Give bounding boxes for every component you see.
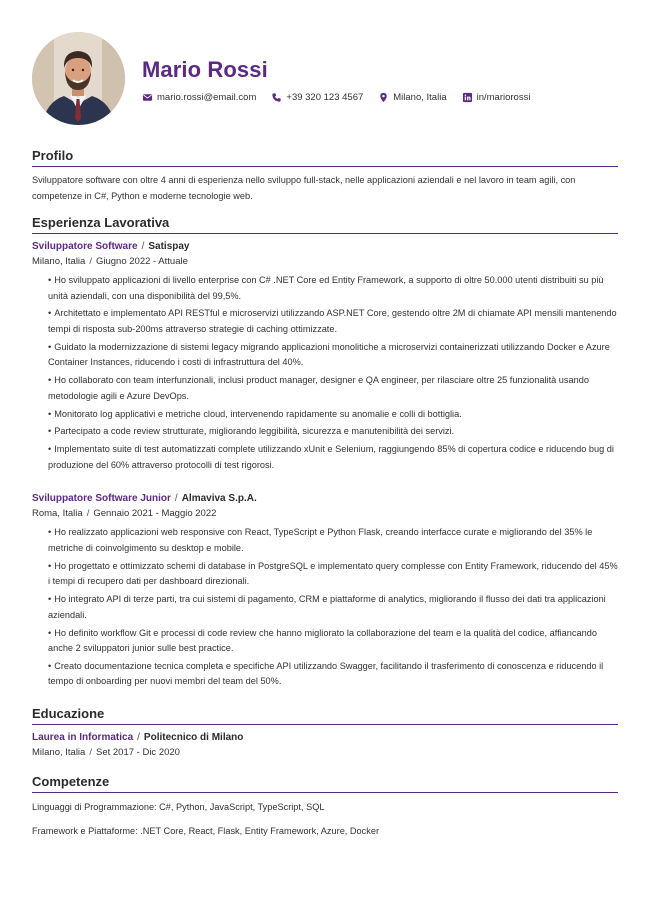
list-item: • Architettato e implementato API RESTful e microservizi utilizzando ASP.NET Core, gestendo oltre 2M di chiamate API mensili mantenendo tempi di risposta sub-200ms attraverso strategie di caching ottimizzate. xyxy=(48,308,617,334)
skill-line: Linguaggi di Programmazione: C#, Python, JavaScript, TypeScript, SQL xyxy=(32,801,325,812)
job-role: Sviluppatore Software xyxy=(32,241,138,252)
job-heading: Sviluppatore Software / Satispay xyxy=(32,241,190,252)
contact-email[interactable] xyxy=(142,92,256,103)
email-text: mario.rossi@email.com xyxy=(157,91,257,103)
list-item: • Partecipato a code review strutturate, migliorando leggibilità, sicurezza e manutenibilità dei servizi. xyxy=(48,426,455,437)
job-meta: Milano, Italia / Giugno 2022 - Attuale xyxy=(32,256,188,267)
job-company: Satispay xyxy=(148,241,190,252)
education-entry xyxy=(32,730,618,760)
contact-phone[interactable] xyxy=(271,92,363,103)
job-location: Roma, Italia xyxy=(32,508,83,520)
experience-title: Esperienza Lavorativa xyxy=(32,215,618,234)
school: Politecnico di Milano xyxy=(143,731,244,743)
linkedin-text: in/mariorossi xyxy=(476,91,531,103)
education-location: Milano, Italia xyxy=(32,746,86,758)
list-item: • Ho sviluppato applicazioni di livello enterprise con C# .NET Core ed Entity Framework, a supporto di oltre 50.000 utenti distribuiti su più unità aziendali, con una disponibilità del 99,5%. xyxy=(48,275,604,301)
resume-header xyxy=(32,32,618,125)
job-entry xyxy=(32,491,618,690)
location-pin-icon xyxy=(378,92,389,103)
education-section xyxy=(32,706,618,760)
degree: Laurea in Informatica xyxy=(32,731,134,743)
job-location: Milano, Italia xyxy=(32,256,86,267)
job-dates: Giugno 2022 - Attuale xyxy=(95,256,188,267)
list-item: • Creato documentazione tecnica completa e specifiche API utilizzando Swagger, facilitando il trasferimento di conoscenza e riducendo il tempo di onboarding per nuovi membri del team del 50%. xyxy=(48,660,604,687)
list-item: • Ho realizzato applicazioni web responsive con React, TypeScript e Python Flask, creando interfacce curate e migliorando del 35% le metriche di coinvolgimento su desktop e mobile. xyxy=(48,527,593,553)
education-title: Educazione xyxy=(32,706,618,725)
skills-title: Competenze xyxy=(32,774,618,793)
phone-text: +39 320 123 4567 xyxy=(286,91,364,103)
skill-line: Framework e Piattaforme: .NET Core, React, Flask, Entity Framework, Azure, Docker xyxy=(32,825,380,836)
list-item: • Ho definito workflow Git e processi di code review che hanno migliorato la collaborazione del team e la qualità del codice, affiancando anche 2 sviluppatori junior sulle best practice. xyxy=(48,627,597,654)
full-name: Mario Rossi xyxy=(142,56,268,82)
education-meta: Milano, Italia / Set 2017 - Dic 2020 xyxy=(32,746,180,758)
contact-location xyxy=(378,92,446,103)
skills-section xyxy=(32,774,618,839)
job-dates: Gennaio 2021 - Maggio 2022 xyxy=(93,508,217,520)
resume-page xyxy=(32,32,618,839)
job-entry xyxy=(32,239,618,473)
job-meta: Roma, Italia / Gennaio 2021 - Maggio 2022 xyxy=(32,508,217,520)
list-item: • Guidato la modernizzazione di sistemi legacy migrando applicazioni monolitiche a microservizi containerizzati utilizzando Docker e Azure Container Instances, riducendo i costi di infrastruttura del 40%. xyxy=(48,341,610,368)
job-bullets xyxy=(32,273,618,473)
avatar xyxy=(32,32,125,125)
list-item: • Ho collaborato con team interfunzionali, inclusi product manager, designer e QA engineer, per rilasciare oltre 25 funzionalità usando metodologie agili e Azure DevOps. xyxy=(48,375,589,401)
list-item: • Monitorato log applicativi e metriche cloud, intervenendo rapidamente su anomalie e colli di bottiglia. xyxy=(48,408,462,419)
linkedin-icon xyxy=(462,92,473,103)
list-item: • Ho progettato e ottimizzato schemi di database in PostgreSQL e implementato query complesse con Entity Framework, riducendo del 45% i tempi di recupero dati per dashboard direzionali. xyxy=(48,560,618,587)
education-dates: Set 2017 - Dic 2020 xyxy=(95,746,180,758)
avatar-portrait xyxy=(32,32,125,125)
list-item: • Implementato suite di test automatizzati complete utilizzando xUnit e Selenium, raggiungendo 85% di copertura codice e riducendo bug di produzione del 60% attraverso protocolli di test rigorosi. xyxy=(48,444,614,470)
header-text xyxy=(142,55,545,103)
profile-section xyxy=(32,148,618,204)
contact-linkedin[interactable] xyxy=(462,92,531,103)
job-role: Sviluppatore Software Junior xyxy=(32,493,171,505)
contact-row xyxy=(142,92,545,103)
experience-section xyxy=(32,215,618,690)
location-text: Milano, Italia xyxy=(393,91,447,103)
profile-text: Sviluppatore software con oltre 4 anni di esperienza nello sviluppo full-stack, nelle applicazioni aziendali e nel lavoro in team agili, con competenze in C#, Python e moderne tecnologie web. xyxy=(32,175,576,201)
profile-title: Profilo xyxy=(32,148,618,167)
job-bullets xyxy=(32,525,618,690)
job-company: Almaviva S.p.A. xyxy=(181,493,257,505)
phone-icon xyxy=(271,92,282,103)
education-heading: Laurea in Informatica / Politecnico di Milano xyxy=(32,731,244,743)
email-icon xyxy=(142,92,153,103)
job-heading: Sviluppatore Software Junior / Almaviva S.p.A. xyxy=(32,493,257,505)
list-item: • Ho integrato API di terze parti, tra cui sistemi di pagamento, CRM e piattaforme di analytics, migliorando il flusso dei dati tra applicazioni aziendali. xyxy=(48,594,606,620)
